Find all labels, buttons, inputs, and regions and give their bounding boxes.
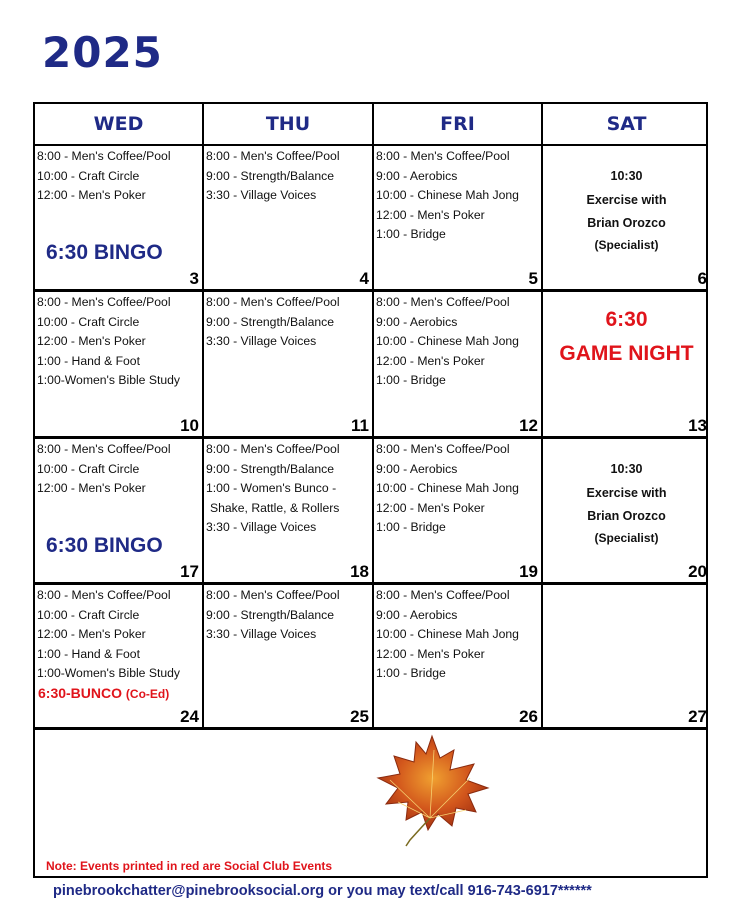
day-cell-thu xyxy=(204,292,374,436)
day-cell-sat xyxy=(543,585,710,727)
event-item: 10:00 - Craft Circle xyxy=(37,607,140,622)
event-item: 12:00 - Men's Poker xyxy=(37,627,146,641)
maple-leaf-icon xyxy=(370,730,495,850)
event-item: 12:00 - Men's Poker xyxy=(37,188,146,202)
calendar-grid xyxy=(33,102,708,878)
day-cell-wed xyxy=(35,146,204,289)
event-item: 8:00 - Men's Coffee/Pool xyxy=(206,149,340,163)
exercise-line: Brian Orozco xyxy=(587,509,666,523)
event-item: 1:00 - Bridge xyxy=(376,373,446,387)
exercise-special xyxy=(543,166,710,256)
day-cell-fri xyxy=(374,146,543,289)
bingo-highlight: 6:30 BINGO xyxy=(46,241,163,264)
header-sat: SAT xyxy=(606,113,647,135)
event-item: 1:00 - Bridge xyxy=(376,227,446,241)
event-item: 8:00 - Men's Coffee/Pool xyxy=(376,588,510,602)
header-wed: WED xyxy=(35,104,204,144)
weekday-header-row xyxy=(35,104,706,146)
event-item: 12:00 - Men's Poker xyxy=(376,500,485,515)
day-cell-fri xyxy=(374,292,543,436)
event-item: 1:00 - Hand & Foot xyxy=(37,646,140,661)
contact-line: pinebrookchatter@pinebrooksocial.org or you may text/call 916-743-6917****** xyxy=(53,883,592,899)
event-item: 8:00 - Men's Coffee/Pool xyxy=(37,295,171,309)
week-row xyxy=(35,585,706,730)
event-item: 3:30 - Village Voices xyxy=(206,520,317,534)
event-item: 3:30 - Village Voices xyxy=(206,188,317,202)
day-cell-fri xyxy=(374,439,543,582)
day-number: 26 xyxy=(519,707,538,726)
event-item: 12:00 - Men's Poker xyxy=(37,481,146,495)
event-item: Shake, Rattle, & Rollers xyxy=(210,500,340,515)
exercise-line: Brian Orozco xyxy=(587,216,666,230)
event-item: 9:00 - Strength/Balance xyxy=(206,314,335,329)
day-cell-wed xyxy=(35,292,204,436)
day-cell-fri xyxy=(374,585,543,727)
bunco-label: 6:30-BUNCO xyxy=(38,685,123,701)
day-number: 4 xyxy=(359,269,369,288)
event-item: 8:00 - Men's Coffee/Pool xyxy=(376,295,510,309)
exercise-line: Exercise with xyxy=(586,486,667,500)
event-item: 12:00 - Men's Poker xyxy=(376,353,485,368)
day-number: 3 xyxy=(189,269,199,288)
event-item: 3:30 - Village Voices xyxy=(206,627,317,641)
event-item: 12:00 - Men's Poker xyxy=(376,646,485,661)
event-item: 9:00 - Aerobics xyxy=(376,461,458,476)
footer-area xyxy=(35,730,706,876)
day-number: 27 xyxy=(688,707,707,726)
event-item: 1:00 - Bridge xyxy=(376,520,446,534)
event-item: 10:00 - Craft Circle xyxy=(37,314,140,329)
event-item: 12:00 - Men's Poker xyxy=(376,207,485,222)
header-fri: FRI xyxy=(374,104,543,144)
event-item: 8:00 - Men's Coffee/Pool xyxy=(37,588,171,602)
event-item: 3:30 - Village Voices xyxy=(206,334,317,348)
event-item: 9:00 - Aerobics xyxy=(376,168,458,183)
day-cell-wed xyxy=(35,439,204,582)
day-cell-thu xyxy=(204,439,374,582)
day-number: 20 xyxy=(688,562,707,581)
day-number: 11 xyxy=(351,416,369,435)
exercise-line: (Specialist) xyxy=(594,238,659,252)
event-item: 10:00 - Chinese Mah Jong xyxy=(376,188,519,202)
event-item: 9:00 - Aerobics xyxy=(376,314,458,329)
event-item: 1:00 - Hand & Foot xyxy=(37,353,140,368)
event-item: 1:00 - Women's Bunco - xyxy=(206,481,337,495)
event-item: 10:00 - Chinese Mah Jong xyxy=(376,627,519,641)
day-cell-sat xyxy=(543,146,710,289)
day-cell-sat xyxy=(543,292,710,436)
day-cell-sat xyxy=(543,439,710,582)
event-item: 12:00 - Men's Poker xyxy=(37,334,146,348)
day-number: 5 xyxy=(528,269,538,288)
event-item: 8:00 - Men's Coffee/Pool xyxy=(37,149,171,163)
day-cell-thu xyxy=(204,146,374,289)
exercise-line: 10:30 xyxy=(610,462,643,476)
event-item: 10:00 - Craft Circle xyxy=(37,168,140,183)
event-item: 8:00 - Men's Coffee/Pool xyxy=(37,442,171,456)
event-item: 10:00 - Craft Circle xyxy=(37,461,140,476)
day-number: 19 xyxy=(519,562,538,581)
event-item: 1:00 - Bridge xyxy=(376,666,446,680)
exercise-line: 10:30 xyxy=(610,169,643,183)
event-item: 9:00 - Strength/Balance xyxy=(206,461,335,476)
event-item: 9:00 - Strength/Balance xyxy=(206,607,335,622)
exercise-line: (Specialist) xyxy=(594,531,659,545)
bunco-social-event xyxy=(38,685,169,701)
event-item: 8:00 - Men's Coffee/Pool xyxy=(376,149,510,163)
day-cell-wed xyxy=(35,585,204,727)
day-number: 12 xyxy=(519,416,538,435)
exercise-special xyxy=(543,459,710,549)
social-events-note: Note: Events printed in red are Social Club Events xyxy=(46,859,333,873)
event-item: 8:00 - Men's Coffee/Pool xyxy=(206,295,340,309)
game-night-label: GAME NIGHT xyxy=(559,342,694,365)
event-item: 10:00 - Chinese Mah Jong xyxy=(376,481,519,495)
event-item: 9:00 - Strength/Balance xyxy=(206,168,335,183)
day-number: 17 xyxy=(180,562,199,581)
event-item: 1:00-Women's Bible Study xyxy=(37,666,181,680)
event-item: 9:00 - Aerobics xyxy=(376,607,458,622)
week-row xyxy=(35,146,706,292)
exercise-line: Exercise with xyxy=(586,193,667,207)
day-number: 13 xyxy=(688,416,707,435)
event-item: 1:00-Women's Bible Study xyxy=(37,373,181,387)
event-item: 10:00 - Chinese Mah Jong xyxy=(376,334,519,348)
week-row xyxy=(35,292,706,439)
bunco-note: (Co-Ed) xyxy=(125,687,170,701)
year-title: 2025 xyxy=(42,28,163,77)
game-night-time: 6:30 xyxy=(605,308,648,331)
day-number: 18 xyxy=(350,562,369,581)
day-number: 6 xyxy=(697,269,707,288)
event-item: 8:00 - Men's Coffee/Pool xyxy=(376,442,510,456)
event-item: 8:00 - Men's Coffee/Pool xyxy=(206,442,340,456)
header-thu: THU xyxy=(204,104,374,144)
event-item: 8:00 - Men's Coffee/Pool xyxy=(206,588,340,602)
day-number: 10 xyxy=(180,416,199,435)
bingo-highlight: 6:30 BINGO xyxy=(46,534,163,557)
day-number: 24 xyxy=(180,707,199,726)
day-number: 25 xyxy=(350,707,369,726)
day-cell-thu xyxy=(204,585,374,727)
week-row xyxy=(35,439,706,585)
